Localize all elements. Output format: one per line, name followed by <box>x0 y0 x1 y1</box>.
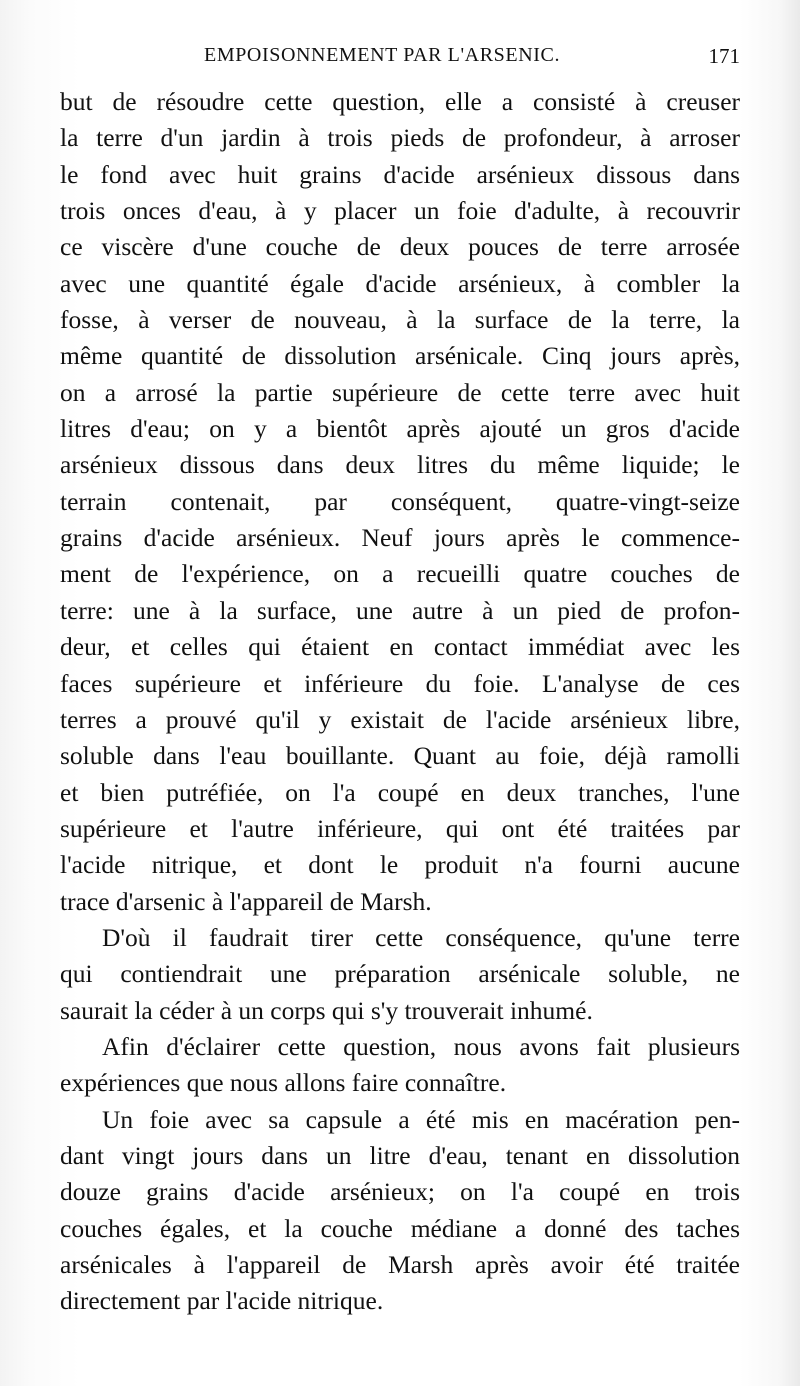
text-line: soluble dans l'eau bouillante. Quant au foie, déjà ramolli <box>60 741 740 771</box>
text-line: arsénieux dissous dans deux litres du même liquide; le <box>60 450 740 480</box>
text-line: on a arrosé la partie supérieure de cette terre avec huit <box>60 377 740 407</box>
running-title: EMPOISONNEMENT PAR L'ARSENIC. <box>204 44 561 66</box>
paragraph-2 <box>60 920 740 1029</box>
text-line: arsénicales à l'appareil de Marsh après avoir été traitée <box>60 1250 740 1279</box>
text-line: le fond avec huit grains d'acide arsénieux dissous dans <box>60 159 740 189</box>
text-line: même quantité de dissolution arsénicale. Cinq jours après, <box>60 341 740 371</box>
text-line: expériences que nous allons faire connaître. <box>60 1068 507 1098</box>
paragraph-1 <box>60 84 740 920</box>
text-line: couches égales, et la couche médiane a donné des taches <box>60 1213 740 1243</box>
text-line: douze grains d'acide arsénieux; on l'a coupé en trois <box>60 1177 740 1207</box>
text-line: la terre d'un jardin à trois pieds de profondeur, à arroser <box>60 123 740 153</box>
text-line: ment de l'expérience, on a recueilli quatre couches de <box>60 559 740 589</box>
text-line: trois onces d'eau, à y placer un foie d'adulte, à recouvrir <box>60 196 740 226</box>
running-head <box>60 44 740 74</box>
text-line: directement par l'acide nitrique. <box>60 1286 384 1316</box>
text-line: D'où il faudrait tirer cette conséquence, qu'une terre <box>102 922 740 952</box>
body-text <box>60 84 740 1320</box>
text-line: Afin d'éclairer cette question, nous avons fait plusieurs <box>102 1031 740 1061</box>
paragraph-4 <box>60 1102 740 1320</box>
text-line: saurait la céder à un corps qui s'y trouverait inhumé. <box>60 995 593 1025</box>
text-line: deur, et celles qui étaient en contact immédiat avec les <box>60 632 740 662</box>
text-line: litres d'eau; on y a bientôt après ajouté un gros d'acide <box>60 414 740 444</box>
text-line: terrain contenait, par conséquent, quatre-vingt-seize <box>60 486 740 516</box>
page-number: 171 <box>708 44 740 68</box>
text-line: supérieure et l'autre inférieure, qui ont été traitées par <box>60 813 740 843</box>
text-line: avec une quantité égale d'acide arsénieux, à combler la <box>60 268 740 298</box>
text-line: faces supérieure et inférieure du foie. L'analyse de ces <box>60 668 740 698</box>
text-line: qui contiendrait une préparation arsénicale soluble, ne <box>60 959 740 989</box>
text-line: terres a prouvé qu'il y existait de l'acide arsénieux libre, <box>60 704 740 734</box>
text-line: but de résoudre cette question, elle a consisté à creuser <box>60 87 740 116</box>
text-line: terre: une à la surface, une autre à un pied de profon- <box>60 595 740 625</box>
text-line: l'acide nitrique, et dont le produit n'a fourni aucune <box>60 850 740 880</box>
text-line: grains d'acide arsénieux. Neuf jours après le commence- <box>60 523 740 553</box>
text-line: et bien putréfiée, on l'a coupé en deux tranches, l'une <box>60 777 740 807</box>
text-line: ce viscère d'une couche de deux pouces de terre arrosée <box>60 232 740 262</box>
paragraph-3 <box>60 1029 740 1102</box>
text-line: dant vingt jours dans un litre d'eau, tenant en dissolution <box>60 1140 740 1170</box>
text-line: fosse, à verser de nouveau, à la surface de la terre, la <box>60 305 740 335</box>
text-line: Un foie avec sa capsule a été mis en macération pen- <box>102 1104 740 1134</box>
text-line: trace d'arsenic à l'appareil de Marsh. <box>60 886 432 916</box>
